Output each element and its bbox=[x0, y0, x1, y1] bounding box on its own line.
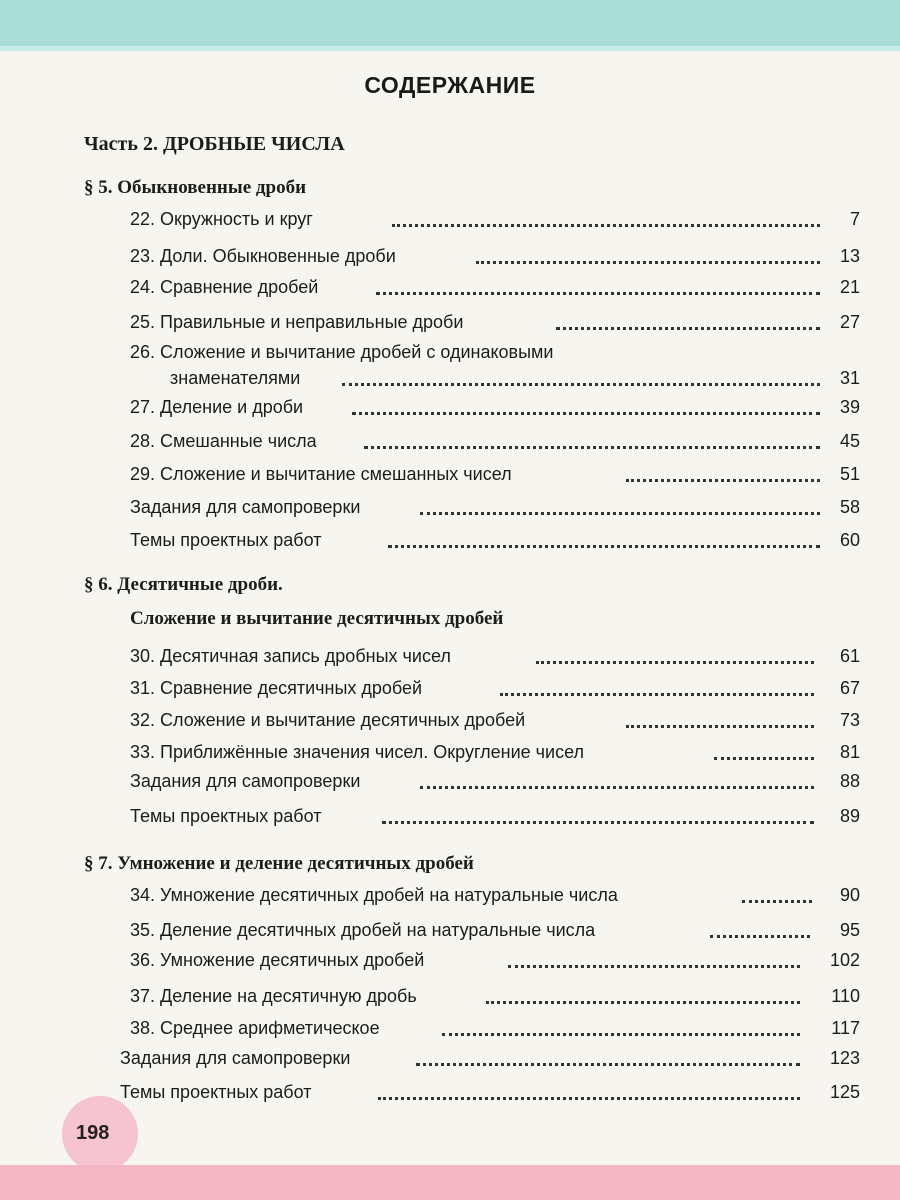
toc-entry[interactable] bbox=[130, 920, 860, 946]
toc-entry-label: 28. Смешанные числа bbox=[130, 431, 317, 451]
toc-entry[interactable] bbox=[130, 530, 860, 556]
toc-entry-label: Темы проектных работ bbox=[130, 530, 322, 550]
toc-entry-page: 51 bbox=[839, 464, 860, 484]
toc-entry-page: 27 bbox=[839, 312, 860, 332]
toc-entry-page: 73 bbox=[839, 710, 860, 730]
toc-entry[interactable] bbox=[130, 646, 860, 672]
toc-entry-label: 22. Окружность и круг bbox=[130, 209, 313, 229]
toc-entry-page: 7 bbox=[849, 209, 860, 229]
toc-entry[interactable] bbox=[130, 397, 860, 423]
toc-entry-page: 88 bbox=[839, 771, 860, 791]
toc-entry-page: 21 bbox=[839, 277, 860, 297]
toc-entry[interactable] bbox=[130, 986, 860, 1012]
leader-dots bbox=[420, 786, 814, 789]
toc-entry-label: 35. Деление десятичных дробей на натуральные числа bbox=[130, 920, 596, 940]
toc-entry[interactable] bbox=[120, 1048, 860, 1074]
bottom-color-band bbox=[0, 1165, 900, 1200]
toc-entry-page: 102 bbox=[829, 950, 860, 970]
toc-entry-label: 32. Сложение и вычитание десятичных дробей bbox=[130, 710, 526, 730]
toc-entry-label: 23. Доли. Обыкновенные дроби bbox=[130, 246, 396, 266]
toc-entry[interactable] bbox=[130, 806, 860, 832]
toc-entry[interactable] bbox=[130, 885, 860, 911]
toc-entry-page: 117 bbox=[831, 1018, 860, 1038]
part-heading: Часть 2. ДРОБНЫЕ ЧИСЛА bbox=[84, 133, 345, 155]
toc-entry-page: 95 bbox=[839, 920, 860, 940]
toc-entry-page: 123 bbox=[829, 1048, 860, 1068]
leader-dots bbox=[710, 935, 810, 938]
section-heading-6-line2: Сложение и вычитание десятичных дробей bbox=[130, 608, 504, 629]
toc-entry-page: 60 bbox=[839, 530, 860, 550]
toc-entry-label: 24. Сравнение дробей bbox=[130, 277, 319, 297]
toc-entry-label: Темы проектных работ bbox=[130, 806, 322, 826]
leader-dots bbox=[382, 821, 814, 824]
toc-entry[interactable] bbox=[130, 464, 860, 490]
toc-entry[interactable] bbox=[120, 1082, 860, 1108]
toc-entry-label: Задания для самопроверки bbox=[130, 497, 361, 517]
toc-entry-page: 90 bbox=[839, 885, 860, 905]
toc-entry-label: Задания для самопроверки bbox=[120, 1048, 351, 1068]
leader-dots bbox=[442, 1033, 800, 1036]
toc-entry[interactable] bbox=[130, 1018, 860, 1044]
toc-entry[interactable] bbox=[130, 209, 860, 235]
leader-dots bbox=[388, 545, 820, 548]
toc-entry-label-line1: 26. Сложение и вычитание дробей с одинаковыми bbox=[130, 342, 554, 362]
leader-dots bbox=[742, 900, 812, 903]
toc-entry-page: 110 bbox=[831, 986, 860, 1006]
toc-entry[interactable] bbox=[130, 950, 860, 976]
toc-entry[interactable] bbox=[130, 771, 860, 797]
toc-entry-label: 34. Умножение десятичных дробей на натуральные числа bbox=[130, 885, 618, 905]
toc-entry[interactable] bbox=[130, 742, 860, 768]
top-color-band bbox=[0, 0, 900, 46]
toc-entry[interactable] bbox=[170, 368, 860, 394]
leader-dots bbox=[714, 757, 814, 760]
leader-dots bbox=[486, 1001, 800, 1004]
toc-entry-label: 25. Правильные и неправильные дроби bbox=[130, 312, 464, 332]
toc-entry-label: 29. Сложение и вычитание смешанных чисел bbox=[130, 464, 512, 484]
toc-entry[interactable] bbox=[130, 497, 860, 523]
toc-entry[interactable] bbox=[130, 431, 860, 457]
leader-dots bbox=[378, 1097, 800, 1100]
toc-entry-label: Темы проектных работ bbox=[120, 1082, 312, 1102]
toc-entry-page: 89 bbox=[839, 806, 860, 826]
toc-entry-page: 81 bbox=[839, 742, 860, 762]
toc-entry-page: 31 bbox=[839, 368, 860, 388]
leader-dots bbox=[392, 224, 820, 227]
leader-dots bbox=[420, 512, 820, 515]
toc-entry-page: 125 bbox=[829, 1082, 860, 1102]
leader-dots bbox=[536, 661, 814, 664]
leader-dots bbox=[476, 261, 820, 264]
toc-entry-page: 39 bbox=[839, 397, 860, 417]
leader-dots bbox=[352, 412, 820, 415]
leader-dots bbox=[376, 292, 820, 295]
leader-dots bbox=[508, 965, 800, 968]
leader-dots bbox=[364, 446, 820, 449]
toc-entry-label: 31. Сравнение десятичных дробей bbox=[130, 678, 423, 698]
toc-entry-label: 27. Деление и дроби bbox=[130, 397, 304, 417]
section-heading-6: § 6. Десятичные дроби. bbox=[84, 574, 283, 595]
top-band-edge bbox=[0, 46, 900, 51]
toc-entry-label: 38. Среднее арифметическое bbox=[130, 1018, 380, 1038]
toc-entry[interactable] bbox=[130, 246, 860, 272]
toc-entry[interactable] bbox=[130, 678, 860, 704]
leader-dots bbox=[416, 1063, 800, 1066]
toc-entry-label: 33. Приближённые значения чисел. Округление чисел bbox=[130, 742, 584, 762]
leader-dots bbox=[626, 725, 814, 728]
toc-entry-label: 37. Деление на десятичную дробь bbox=[130, 986, 417, 1006]
toc-entry[interactable] bbox=[130, 312, 860, 338]
toc-entry-page: 58 bbox=[839, 497, 860, 517]
toc-entry[interactable] bbox=[130, 710, 860, 736]
toc-entry-page: 13 bbox=[839, 246, 860, 266]
toc-entry-label: Задания для самопроверки bbox=[130, 771, 361, 791]
toc-entry-label: 36. Умножение десятичных дробей bbox=[130, 950, 425, 970]
leader-dots bbox=[342, 383, 820, 386]
leader-dots bbox=[500, 693, 814, 696]
toc-entry-page: 61 bbox=[839, 646, 860, 666]
toc-entry-page: 45 bbox=[839, 431, 860, 451]
toc-entry-page: 67 bbox=[839, 678, 860, 698]
section-heading-5: § 5. Обыкновенные дроби bbox=[84, 177, 307, 198]
toc-entry-label: знаменателями bbox=[170, 368, 301, 388]
page-title: СОДЕРЖАНИЕ bbox=[364, 72, 536, 98]
leader-dots bbox=[556, 327, 820, 330]
section-heading-7: § 7. Умножение и деление десятичных дробей bbox=[84, 853, 474, 874]
toc-entry[interactable] bbox=[130, 277, 860, 303]
toc-entry-label: 30. Десятичная запись дробных чисел bbox=[130, 646, 451, 666]
leader-dots bbox=[626, 479, 820, 482]
page-number: 198 bbox=[76, 1122, 110, 1144]
